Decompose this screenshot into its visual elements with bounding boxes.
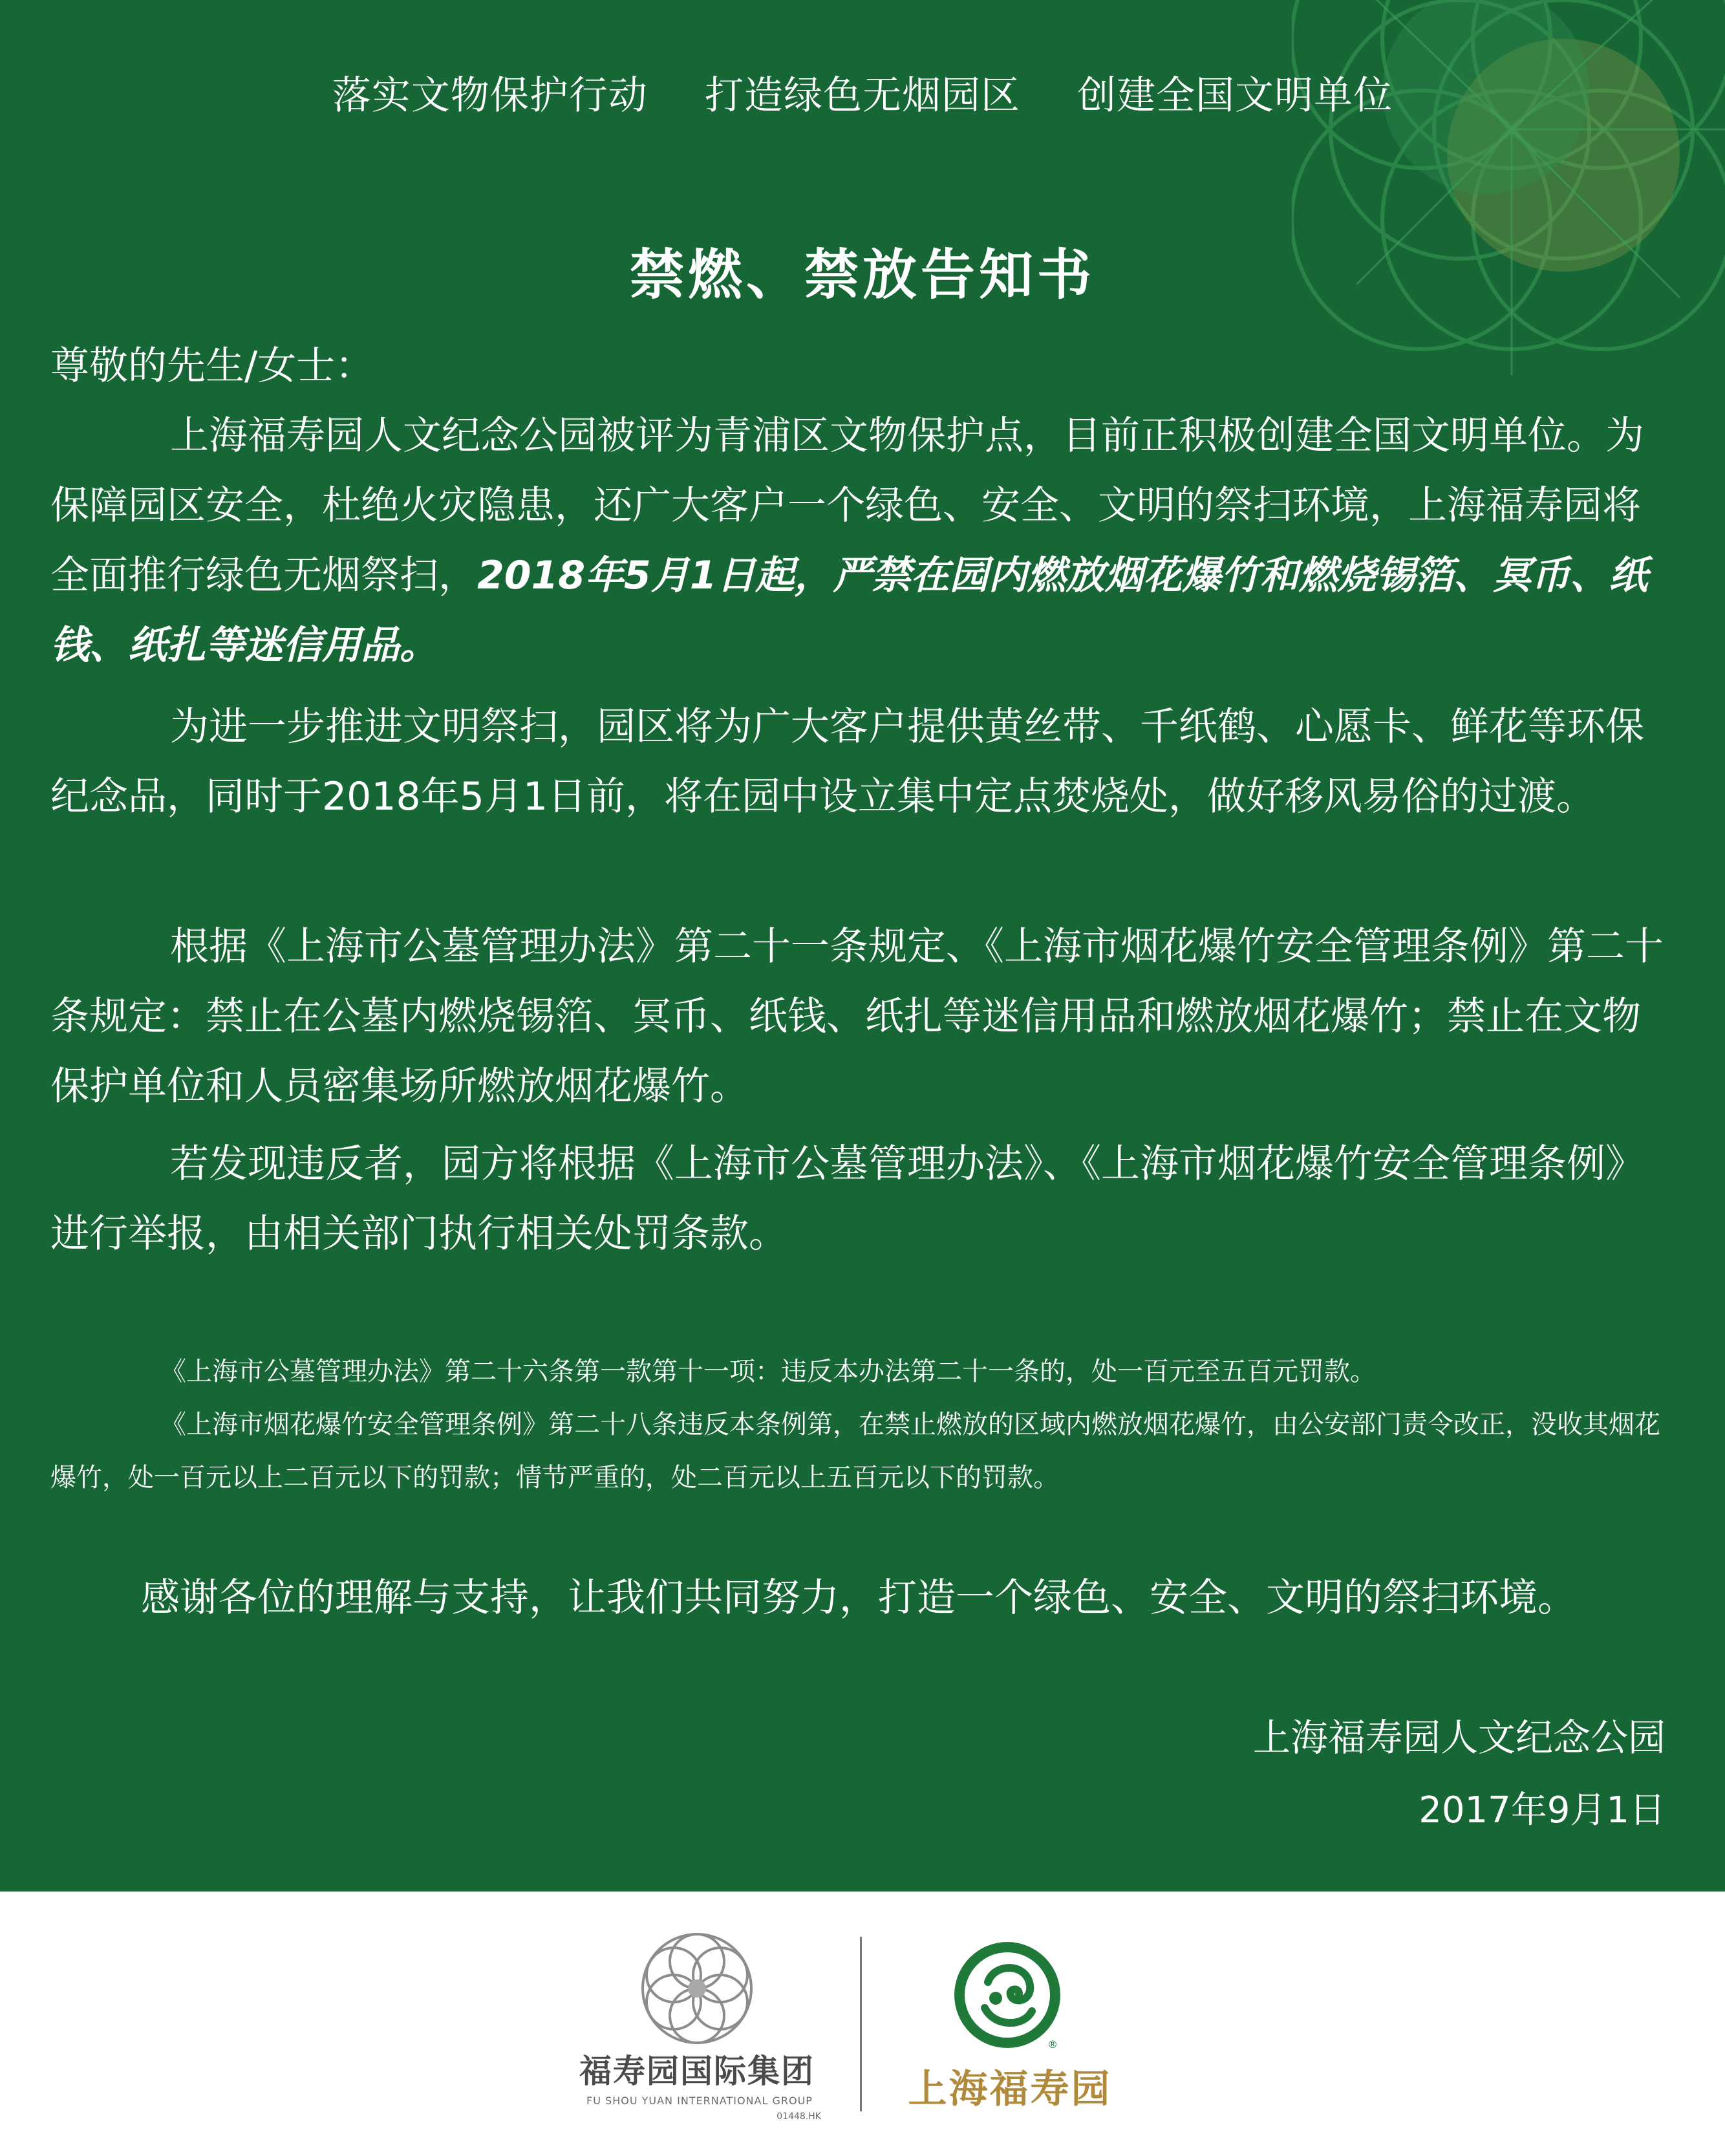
stock-code: 01448.HK bbox=[777, 2111, 821, 2122]
group-name-chinese: 福寿园国际集团 bbox=[579, 2053, 815, 2090]
legal-note-2: 《上海市烟花爆竹安全管理条例》第二十八条违反本条例第，在禁止燃放的区域内燃放烟花爆竹，由公安部门责令改正，没收其烟花爆竹，处一百元以上二百元以下的罚款；情节严重的，处二百元以上五百元以下的罚款。 bbox=[50, 1410, 1660, 1493]
signature-date: 2017年9月1日 bbox=[1419, 1789, 1666, 1831]
paragraph-3: 根据《上海市公墓管理办法》第二十一条规定、《上海市烟花爆竹安全管理条例》第二十条规定：禁止在公墓内燃烧锡箔、冥币、纸钱、纸扎等迷信用品和燃放烟花爆竹；禁止在文物保护单位和人员密集场所燃放烟花爆竹。 bbox=[50, 924, 1664, 1109]
motto-3: 创建全国文明单位 bbox=[1077, 73, 1393, 118]
brand-name: 上海福寿园 bbox=[908, 2067, 1112, 2112]
thanks-paragraph: 感谢各位的理解与支持，让我们共同努力，打造一个绿色、安全、文明的祭扫环境。 bbox=[141, 1575, 1576, 1621]
paragraph-2: 为进一步推进文明祭扫，园区将为广大客户提供黄丝带、千纸鹤、心愿卡、鲜花等环保纪念品，同时于2018年5月1日前，将在园中设立集中定点焚烧处，做好移风易俗的过渡。 bbox=[50, 704, 1644, 819]
group-name-english: FU SHOU YUAN INTERNATIONAL GROUP bbox=[586, 2095, 813, 2107]
registered-mark: ® bbox=[1047, 2038, 1058, 2051]
motto-1: 落实文物保护行动 bbox=[332, 73, 648, 118]
group-flower-logo-icon bbox=[639, 1930, 755, 2047]
paragraph-1-text: 上海福寿园人文纪念公园被评为青浦区文物保护点，目前正积极创建全国文明单位。为保障园区安全，杜绝火灾隐患，还广大客户一个绿色、安全、文明的祭扫环境，上海福寿园将全面推行绿色无烟祭扫， bbox=[50, 413, 1644, 598]
legal-note-1: 《上海市公墓管理办法》第二十六条第一款第十一项：违反本办法第二十一条的，处一百元至五百元罚款。 bbox=[160, 1357, 1376, 1386]
paragraph-1-emphasis: 2018年5月1日起，严禁在园内燃放烟花爆竹和燃烧锡箔、冥币、纸钱、纸扎等迷信用品。 bbox=[50, 553, 1648, 668]
logo-divider bbox=[860, 1937, 862, 2111]
salutation: 尊敬的先生/女士： bbox=[50, 343, 374, 389]
signature-organization: 上海福寿园人文纪念公园 bbox=[1252, 1716, 1666, 1760]
fushouyuan-emblem-icon bbox=[949, 1937, 1066, 2053]
paragraph-1 bbox=[50, 401, 1667, 680]
motto-line bbox=[0, 65, 1725, 120]
notice-title: 禁燃、禁放告知书 bbox=[629, 243, 1095, 307]
motto-2: 打造绿色无烟园区 bbox=[705, 73, 1020, 118]
paragraph-4: 若发现违反者，园方将根据《上海市公墓管理办法》、《上海市烟花爆竹安全管理条例》进行举报，由相关部门执行相关处罚条款。 bbox=[50, 1141, 1644, 1256]
footer-logos bbox=[0, 1892, 1725, 2156]
